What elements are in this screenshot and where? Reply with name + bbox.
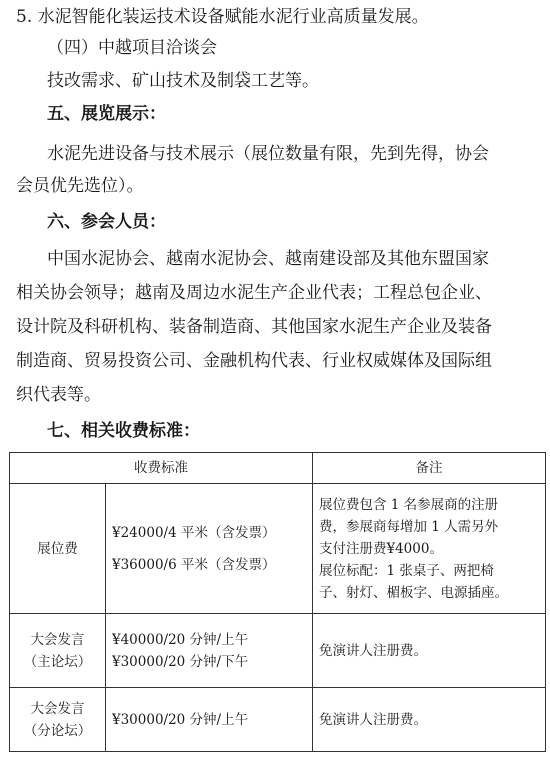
note-line: 费，参展商每增加 1 人需另外	[319, 518, 499, 535]
attendee-line-2: 相关协会领导；越南及周边水泥生产企业代表；工程总包企业、	[16, 283, 492, 303]
heading-fees: 七、相关收费标准：	[47, 421, 200, 441]
fee-table-header-row	[10, 453, 546, 484]
note-line: 支付注册费¥4000。	[319, 540, 443, 557]
main-forum-speech-note: 免演讲人注册费。	[313, 614, 546, 688]
section-4-title: （四）中越项目洽谈会	[47, 38, 217, 58]
fee-table	[9, 452, 546, 752]
sub-forum-speech-price: ¥30000/20 分钟/上午	[106, 688, 313, 752]
attendee-line-4: 制造商、贸易投资公司、金融机构代表、行业权威媒体及国际组	[16, 351, 492, 371]
category-line: （主论坛）	[23, 653, 92, 670]
attendee-line-3: 设计院及科研机构、装备制造商、其他国家水泥生产企业及装备	[16, 317, 492, 337]
booth-fee-category: 展位费	[10, 484, 106, 614]
list-item-5: 5. 水泥智能化装运技术设备赋能水泥行业高质量发展。	[16, 7, 429, 27]
remarks-header: 备注	[313, 453, 546, 484]
sub-forum-speech-category	[10, 688, 106, 752]
price-line: ¥36000/6 平米（含发票）	[112, 556, 276, 573]
sub-forum-speech-note: 免演讲人注册费。	[313, 688, 546, 752]
exhibition-line-1: 水泥先进设备与技术展示（展位数量有限，先到先得，协会	[47, 144, 489, 164]
price-line: ¥30000/20 分钟/下午	[112, 653, 249, 670]
category-line: 大会发言	[30, 631, 85, 648]
exhibition-line-2: 会员优先选位）。	[16, 176, 144, 196]
category-line: （分论坛）	[23, 722, 92, 739]
section-4-text: 技改需求、矿山技术及制袋工艺等。	[47, 71, 319, 91]
booth-fee-prices	[106, 484, 313, 614]
booth-fee-note	[313, 484, 546, 614]
table-row	[10, 688, 546, 752]
main-forum-speech-prices	[106, 614, 313, 688]
heading-exhibition: 五、展览展示：	[47, 104, 166, 124]
price-line: ¥24000/4 平米（含发票）	[112, 524, 276, 541]
attendee-line-1: 中国水泥协会、越南水泥协会、越南建设部及其他东盟国家	[47, 249, 489, 269]
note-line: 子、射灯、楣板字、电源插座。	[319, 584, 508, 601]
category-line: 大会发言	[30, 700, 85, 717]
price-line: ¥40000/20 分钟/上午	[112, 631, 249, 648]
fee-standard-header: 收费标准	[10, 453, 313, 484]
table-row	[10, 484, 546, 614]
heading-attendees: 六、参会人员：	[47, 212, 166, 232]
main-forum-speech-category	[10, 614, 106, 688]
table-row	[10, 614, 546, 688]
attendee-line-5: 织代表等。	[16, 385, 101, 405]
note-line: 展位费包含 1 名参展商的注册	[319, 496, 499, 513]
note-line: 展位标配：1 张桌子、两把椅	[319, 562, 494, 579]
